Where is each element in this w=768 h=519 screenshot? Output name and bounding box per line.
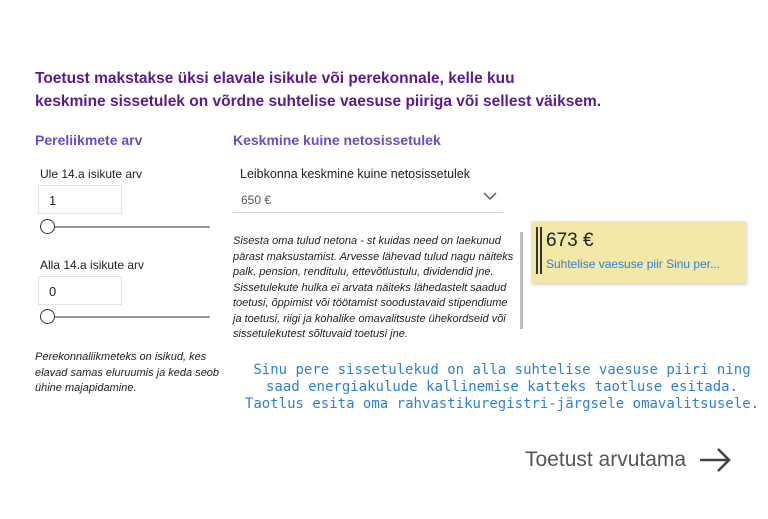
income-dropdown-value: 650 € (241, 193, 272, 207)
arrow-right-icon (698, 447, 732, 473)
poverty-line-label: Suhtelise vaesuse piir Sinu per... (546, 257, 721, 271)
under14-slider[interactable] (40, 309, 210, 325)
intro-text (35, 67, 635, 113)
card-bar-left (536, 227, 538, 274)
result-message (240, 362, 764, 413)
under14-label: Alla 14.a isikute arv (40, 258, 145, 272)
under14-slider-track (40, 316, 210, 318)
income-dropdown[interactable] (233, 187, 503, 213)
poverty-line-card (531, 221, 746, 283)
income-section-title: Keskmine kuine netosissetulek (233, 132, 441, 148)
over14-input[interactable]: 1 (38, 185, 122, 214)
under14-input[interactable]: 0 (38, 276, 122, 305)
card-bar-right (540, 227, 542, 274)
family-section-title: Pereliikmete arv (35, 132, 143, 148)
result-line-1: Sinu pere sissetulekud on alla suhtelise vaesuse piiri ning (253, 362, 751, 378)
chevron-down-icon (483, 191, 497, 201)
over14-slider-track (40, 226, 210, 228)
calculate-button-label: Toetust arvutama (525, 448, 687, 471)
income-dropdown-label: Leibkonna keskmine kuine netosissetulek (240, 167, 470, 181)
income-info (233, 234, 515, 343)
poverty-line-amount: 673 € (546, 230, 594, 251)
income-info-paragraph-1: Sisesta oma tulud netona - st kuidas need on laekunud pärast maksustamist. Arvesse lähevad tulud nagu näiteks palk, pension, renditulu, ettevõtlustulu, dividendid jne. (233, 235, 514, 278)
income-info-paragraph-2: Sissetulekute hulka ei arvata näiteks lähedastelt saadud toetusi, õppimist või töötamist soodustavaid stipendiume ja toetusi, riigi ja kohalike omavalitsuste ühekordseid või sissetulekutest sõltuvaid toetusi jne. (233, 281, 508, 340)
under14-slider-handle[interactable] (40, 309, 55, 324)
income-info-scrollbar[interactable] (520, 232, 523, 329)
over14-label: Ule 14.a isikute arv (40, 167, 143, 181)
over14-slider[interactable] (40, 219, 210, 235)
over14-slider-handle[interactable] (40, 219, 55, 234)
family-note: Perekonnaliikmeteks on isikud, kes elavad samas eluruumis ja keda seob ühine majapidamine. (35, 351, 220, 394)
result-line-3: Taotlus esita oma rahvastikuregistri-järgsele omavalitsusele. (244, 396, 760, 412)
result-line-2: saad energiakulude kallinemise katteks taotluse esitada. (265, 379, 738, 395)
intro-line-1: Toetust makstakse üksi elavale isikule või perekonnale, kelle kuu (35, 70, 515, 87)
calculate-button[interactable] (525, 445, 732, 475)
intro-line-2: keskmine sissetulek on võrdne suhtelise vaesuse piiriga või sellest väiksem. (35, 93, 602, 110)
